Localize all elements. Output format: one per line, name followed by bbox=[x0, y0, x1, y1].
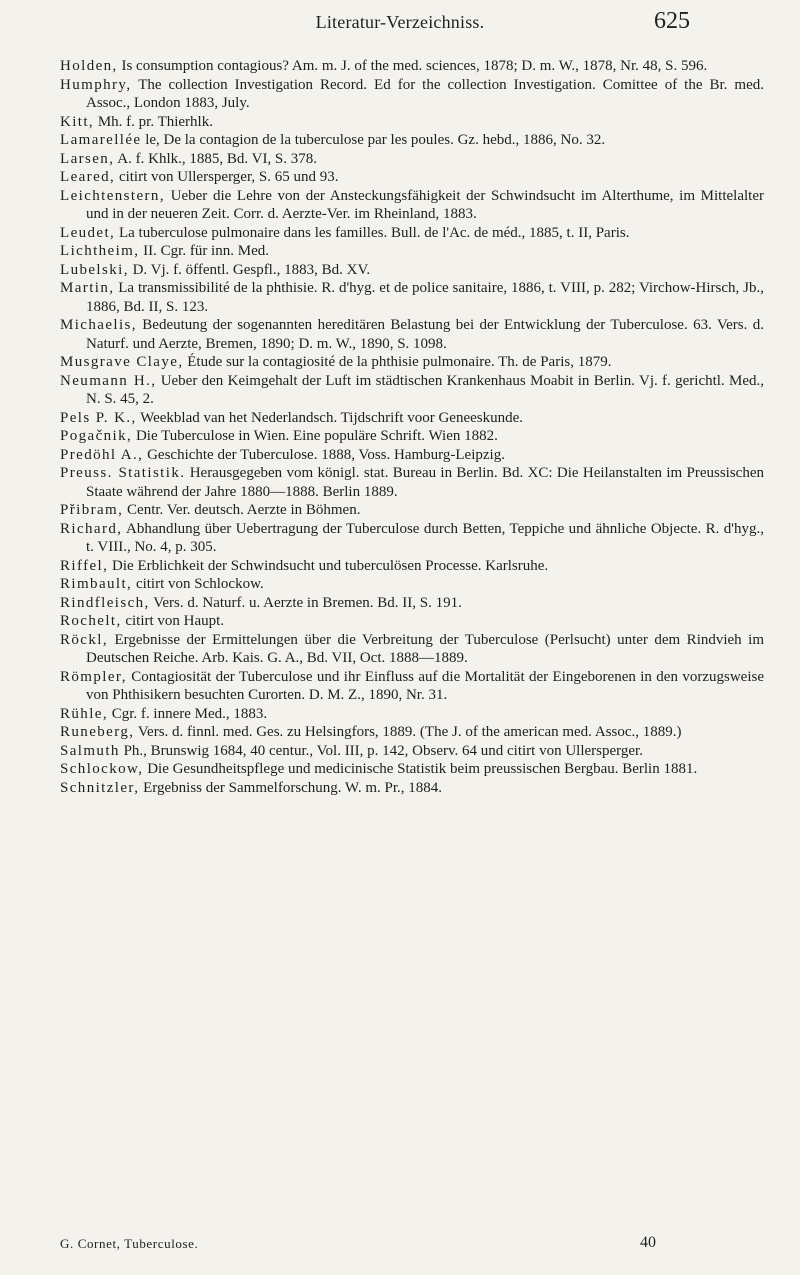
bibliography-entry bbox=[60, 501, 764, 520]
bibliography-entry bbox=[60, 557, 764, 576]
entry-citation: Herausgegeben vom königl. stat. Bureau in Berlin. Bd. XC: Die Heilanstalten im Preussischen Staate während der Jahre 1880—1888. Berlin 1889. bbox=[86, 465, 764, 500]
bibliography-entry bbox=[60, 316, 764, 353]
entry-citation: Centr. Ver. deutsch. Aerzte in Böhmen. bbox=[123, 502, 361, 518]
entry-citation: D. Vj. f. öffentl. Gespfl., 1883, Bd. XV. bbox=[128, 261, 371, 278]
entry-author: Pels P. K., bbox=[60, 409, 137, 426]
entry-citation: le, De la contagion de la tuberculose par les poules. Gz. hebd., 1886, No. 32. bbox=[141, 132, 606, 148]
entry-citation: Is consumption contagious? Am. m. J. of the med. sciences, 1878; D. m. W., 1878, Nr. 48, S. 596. bbox=[117, 58, 708, 74]
bibliography-entry bbox=[60, 113, 764, 132]
bibliography-entry bbox=[60, 446, 764, 465]
entry-citation: II. Cgr. für inn. Med. bbox=[139, 243, 269, 259]
bibliography-entry bbox=[60, 168, 764, 187]
entry-author: Predöhl A., bbox=[60, 446, 144, 463]
entry-author: Rochelt, bbox=[60, 613, 122, 629]
bibliography-entry bbox=[60, 631, 764, 668]
entry-author: Schlockow, bbox=[60, 761, 144, 777]
bibliography-entry bbox=[60, 57, 764, 76]
entry-author: Lichtheim, bbox=[60, 243, 140, 259]
bibliography-entry bbox=[60, 742, 764, 761]
entry-citation: Weekblad van het Nederlandsch. Tijdschrift voor Geneeskunde. bbox=[136, 409, 524, 426]
bibliography-entry bbox=[60, 131, 764, 150]
bibliography-entry bbox=[60, 668, 764, 705]
entry-author: Rimbault, bbox=[60, 576, 133, 592]
entry-citation: Die Tuberculose in Wien. Eine populäre Schrift. Wien 1882. bbox=[132, 428, 498, 444]
entry-citation: citirt von Schlockow. bbox=[132, 576, 264, 592]
entry-author: Röckl, bbox=[60, 631, 108, 648]
running-header bbox=[0, 8, 800, 40]
entry-author: Preuss. Statistik. bbox=[60, 465, 186, 481]
page-number: 625 bbox=[654, 8, 690, 34]
entry-citation: Cgr. f. innere Med., 1883. bbox=[107, 705, 268, 722]
bibliography-entry bbox=[60, 427, 764, 446]
bibliography-entry bbox=[60, 261, 764, 280]
entry-author: Rühle, bbox=[60, 705, 108, 722]
entry-citation: Bedeutung der sogenannten hereditären Belastung bei der Entwicklung der Tuberculose. 63. Vers. d. Naturf. und Aerzte, Bremen, 1890; D. m. W., 1890, S. 1098. bbox=[86, 317, 764, 352]
entry-author: Přibram, bbox=[60, 502, 124, 518]
bibliography-entry bbox=[60, 520, 764, 557]
entry-citation: Vers. d. Naturf. u. Aerzte in Bremen. Bd. II, S. 191. bbox=[149, 594, 462, 611]
entry-citation: Ergebnisse der Ermittelungen über die Verbreitung der Tuberculose (Perlsucht) unter dem Rindvieh im Deutschen Reiche. Arb. Kais. G. A., Bd. VII, Oct. 1888—1889. bbox=[86, 631, 764, 666]
entry-citation: Ueber die Lehre von der Ansteckungsfähigkeit der Schwindsucht im Alterthume, im Mittelalter und in der neueren Zeit. Corr. d. Aerzte-Ver. im Rheinland, 1883. bbox=[86, 187, 764, 222]
entry-author: Leichtenstern, bbox=[60, 187, 165, 204]
entry-citation: La transmissibilité de la phthisie. R. d'hyg. et de police sanitaire, 1886, t. VIII, p. 282; Virchow-Hirsch, Jb., 1886, Bd. II, S. 123. bbox=[86, 280, 764, 315]
entry-author: Humphry, bbox=[60, 76, 132, 93]
entry-citation: Die Gesundheitspflege und medicinische Statistik beim preussischen Bergbau. Berlin 1881. bbox=[143, 761, 698, 777]
entry-author: Larsen, bbox=[60, 150, 115, 167]
bibliography-entry bbox=[60, 612, 764, 631]
entry-citation: Mh. f. pr. Thierhlk. bbox=[94, 113, 213, 130]
entry-author: Leared, bbox=[60, 169, 116, 185]
bibliography-entry bbox=[60, 723, 764, 742]
bibliography-entry bbox=[60, 575, 764, 594]
bibliography-entry bbox=[60, 76, 764, 113]
entry-author: Salmuth bbox=[60, 742, 120, 759]
bibliography-entry bbox=[60, 279, 764, 316]
entry-author: Neumann H., bbox=[60, 372, 157, 389]
bibliography-entry bbox=[60, 242, 764, 261]
entry-citation: Geschichte der Tuberculose. 1888, Voss. Hamburg-Leipzig. bbox=[143, 446, 505, 463]
entry-author: Riffel, bbox=[60, 557, 109, 574]
page-title: Literatur-Verzeichniss. bbox=[315, 12, 485, 32]
entry-author: Römpler, bbox=[60, 668, 127, 685]
entry-citation: Abhandlung über Uebertragung der Tuberculose durch Betten, Teppiche und ähnliche Objecte. R. d'hyg., t. VIII., No. 4, p. 305. bbox=[86, 520, 764, 555]
entry-author: Runeberg, bbox=[60, 724, 135, 740]
entry-author: Lubelski, bbox=[60, 261, 129, 278]
signature-number: 40 bbox=[640, 1234, 656, 1251]
bibliography-entry bbox=[60, 464, 764, 501]
bibliography-entry bbox=[60, 594, 764, 613]
bibliography-entry bbox=[60, 353, 764, 372]
bibliography-list bbox=[60, 57, 764, 797]
bibliography-entry bbox=[60, 705, 764, 724]
entry-citation: Die Erblichkeit der Schwindsucht und tuberculösen Processe. Karlsruhe. bbox=[108, 557, 549, 574]
entry-author: Musgrave Claye, bbox=[60, 354, 184, 370]
entry-author: Martin, bbox=[60, 280, 115, 296]
entry-citation: A. f. Khlk., 1885, Bd. VI, S. 378. bbox=[114, 150, 318, 167]
entry-citation: Ph., Brunswig 1684, 40 centur., Vol. III, p. 142, Observ. 64 und citirt von Ullersperger. bbox=[119, 742, 643, 759]
entry-citation: Vers. d. finnl. med. Ges. zu Helsingfors, 1889. (The J. of the american med. Assoc., 1889.) bbox=[134, 724, 682, 740]
entry-citation: citirt von Haupt. bbox=[121, 613, 225, 629]
entry-citation: Étude sur la contagiosité de la phthisie pulmonaire. Th. de Paris, 1879. bbox=[183, 354, 612, 370]
entry-citation: La tuberculose pulmonaire dans les familles. Bull. de l'Ac. de méd., 1885, t. II, Paris. bbox=[115, 224, 630, 241]
bibliography-entry bbox=[60, 760, 764, 779]
entry-author: Schnitzler, bbox=[60, 779, 140, 796]
page-footer bbox=[60, 1236, 760, 1258]
entry-citation: Ueber den Keimgehalt der Luft im städtischen Krankenhaus Moabit in Berlin. Vj. f. gerichtl. Med., N. S. 45, 2. bbox=[86, 372, 764, 407]
entry-author: Rindfleisch, bbox=[60, 594, 150, 611]
bibliography-entry bbox=[60, 372, 764, 409]
entry-author: Richard, bbox=[60, 520, 123, 537]
entry-citation: Contagiosität der Tuberculose und ihr Einfluss auf die Mortalität der Eingeborenen in den vorzugsweise von Phthisikern besuchten Curorten. D. M. Z., 1890, Nr. 31. bbox=[86, 668, 764, 703]
entry-citation: The collection Investigation Record. Ed for the collection Investigation. Comittee of the Br. med. Assoc., London 1883, July. bbox=[86, 76, 764, 111]
bibliography-entry bbox=[60, 409, 764, 428]
entry-author: Pogačnik, bbox=[60, 428, 133, 444]
entry-citation: citirt von Ullersperger, S. 65 und 93. bbox=[115, 169, 339, 185]
bibliography-entry bbox=[60, 779, 764, 798]
bibliography-entry bbox=[60, 187, 764, 224]
entry-author: Kitt, bbox=[60, 113, 95, 130]
entry-author: Holden, bbox=[60, 58, 118, 74]
entry-author: Lamarellée bbox=[60, 132, 142, 148]
bibliography-entry bbox=[60, 224, 764, 243]
printer-signature: G. Cornet, Tuberculose. bbox=[60, 1236, 199, 1251]
entry-author: Michaelis, bbox=[60, 317, 137, 333]
entry-citation: Ergebniss der Sammelforschung. W. m. Pr., 1884. bbox=[139, 779, 442, 796]
bibliography-entry bbox=[60, 150, 764, 169]
entry-author: Leudet, bbox=[60, 224, 116, 241]
